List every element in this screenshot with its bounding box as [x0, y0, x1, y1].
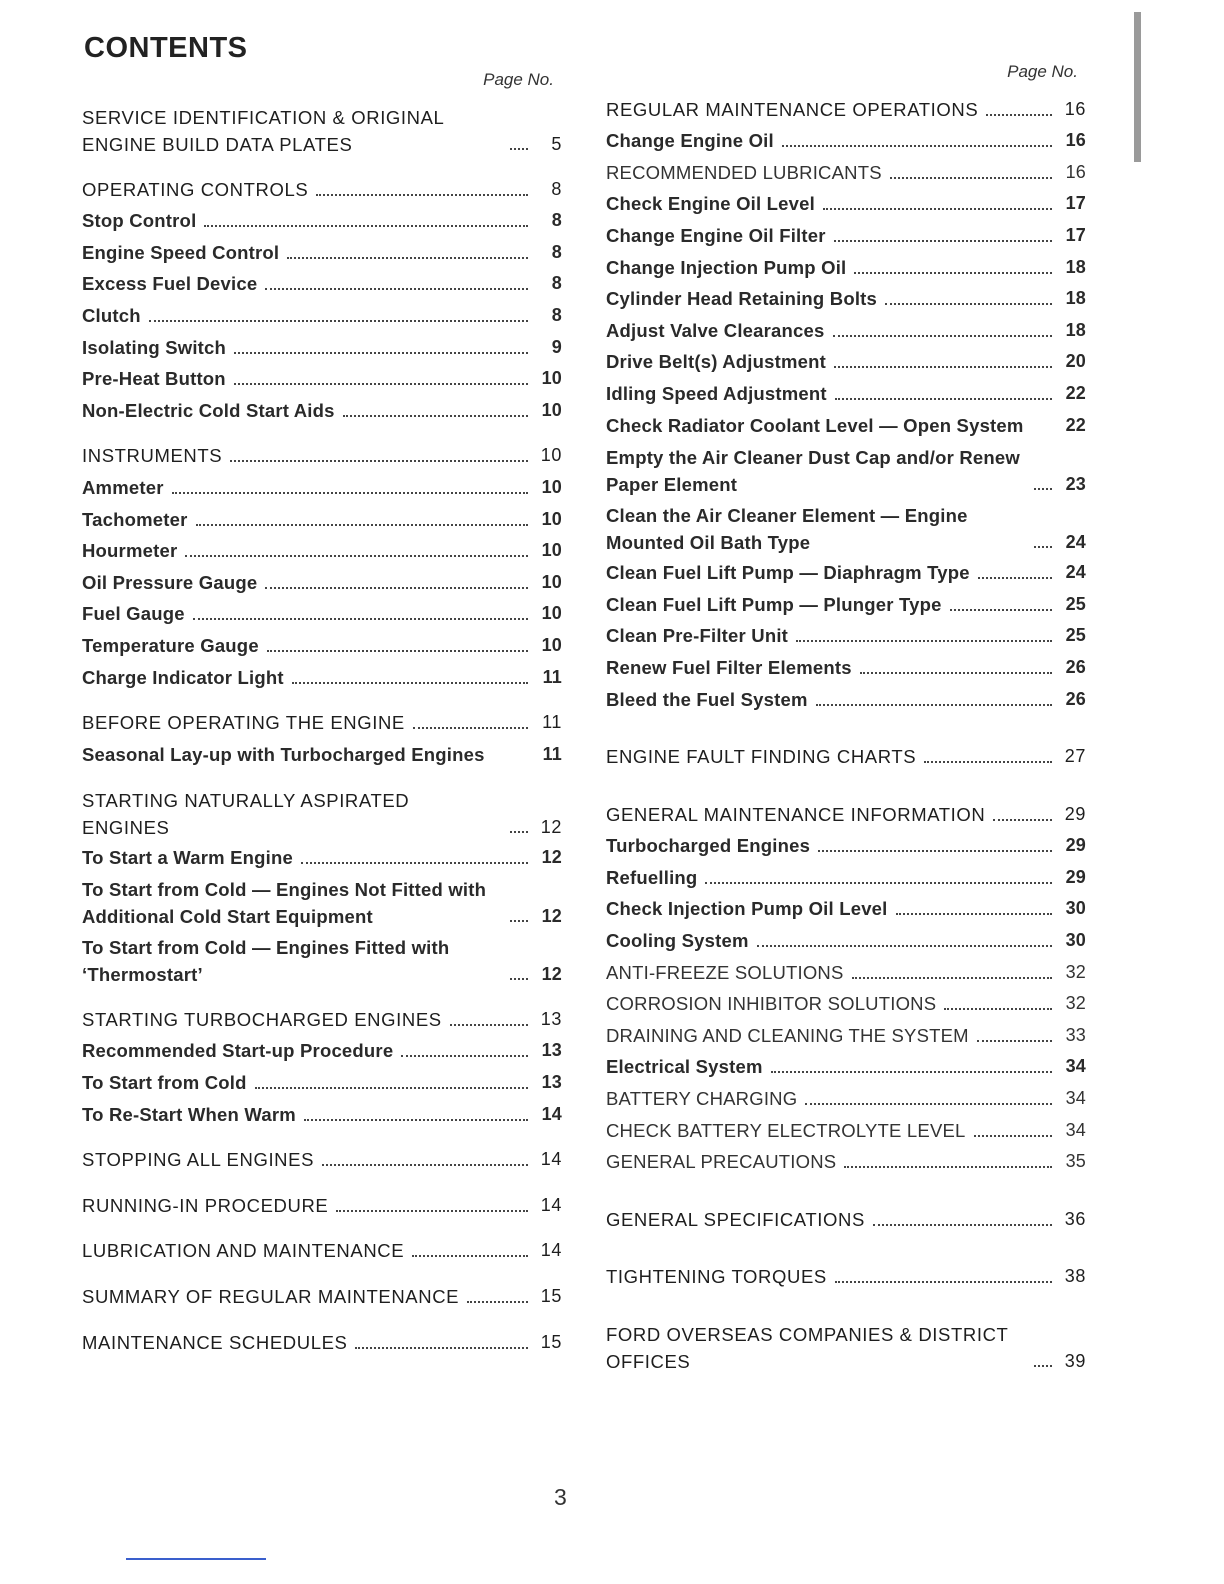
toc-entry-page: 15	[540, 1286, 562, 1307]
toc-dot-leader	[796, 640, 1052, 642]
toc-entry[interactable]	[606, 440, 1086, 498]
toc-entry[interactable]	[606, 955, 1086, 987]
toc-entry[interactable]	[606, 860, 1086, 892]
toc-entry-label: Recommended Start-up Procedure	[82, 1040, 394, 1062]
toc-entry-page: 8	[551, 210, 562, 231]
toc-entry-label: CORROSION INHIBITOR SOLUTIONS	[606, 993, 937, 1015]
toc-entry-page: 8	[551, 178, 562, 199]
toc-entry[interactable]	[606, 376, 1086, 408]
toc-dot-leader	[852, 977, 1052, 979]
toc-entry-page: 14	[540, 1149, 562, 1170]
toc-entry[interactable]	[606, 92, 1086, 124]
toc-entry-label: STARTING TURBOCHARGED ENGINES	[82, 1008, 442, 1030]
toc-gap	[82, 1129, 562, 1143]
toc-entry-label: SUMMARY OF REGULAR MAINTENANCE	[82, 1286, 460, 1308]
toc-entry-page: 17	[1065, 224, 1086, 245]
toc-entry-page: 10	[541, 508, 562, 529]
toc-entry[interactable]	[606, 797, 1086, 829]
toc-entry-label: Stop Control	[82, 210, 197, 232]
toc-gap	[82, 1311, 562, 1325]
toc-entry-page: 12	[540, 816, 562, 837]
toc-entry-label: Non-Electric Cold Start Aids	[82, 399, 335, 421]
toc-entry-page: 13	[541, 1072, 562, 1093]
toc-dot-leader	[230, 460, 528, 462]
toc-dot-leader	[844, 1166, 1052, 1168]
toc-entry-page: 35	[1065, 1151, 1086, 1172]
toc-entry-label: To Start a Warm Engine	[82, 847, 294, 869]
toc-entry-label: Check Injection Pump Oil Level	[606, 898, 888, 920]
toc-entry-label: STARTING NATURALLY ASPIRATED ENGINES	[82, 789, 410, 838]
toc-entry-page: 29	[1065, 835, 1086, 856]
toc-entry-page: 32	[1065, 993, 1086, 1014]
toc-entry-page: 18	[1065, 319, 1086, 340]
toc-entry-label: RECOMMENDED LUBRICANTS	[606, 161, 882, 183]
toc-entry[interactable]	[82, 1188, 562, 1220]
toc-entry[interactable]	[82, 1234, 562, 1266]
toc-entry-page: 10	[541, 540, 562, 561]
toc-left-column	[82, 70, 562, 1357]
toc-gap	[82, 158, 562, 172]
toc-entry-label: Fuel Gauge	[82, 603, 185, 625]
toc-entry[interactable]	[606, 1145, 1086, 1177]
toc-entry-page: 26	[1065, 656, 1086, 677]
toc-entry-page: 29	[1064, 803, 1086, 824]
toc-dot-leader	[834, 240, 1052, 242]
toc-entry[interactable]	[82, 1325, 562, 1357]
toc-dot-leader	[835, 398, 1052, 400]
toc-entry-label: Bleed the Fuel System	[606, 688, 808, 710]
toc-entry[interactable]	[82, 204, 562, 236]
toc-entry-label: Temperature Gauge	[82, 634, 259, 656]
toc-dot-leader	[835, 1281, 1052, 1283]
toc-entry[interactable]	[82, 330, 562, 362]
toc-dot-leader	[950, 609, 1052, 611]
toc-dot-leader	[265, 288, 528, 290]
toc-entry-label: Idling Speed Adjustment	[606, 382, 827, 404]
toc-entry-page: 10	[540, 445, 562, 466]
toc-entry-label: To Re-Start When Warm	[82, 1103, 296, 1125]
toc-entry-label: Empty the Air Cleaner Dust Cap and/or Renew Paper Element	[606, 446, 1020, 495]
toc-entry-page: 25	[1065, 593, 1086, 614]
footer-rule	[126, 1558, 266, 1560]
toc-dot-leader	[234, 352, 528, 354]
toc-dot-leader	[854, 272, 1052, 274]
toc-entry[interactable]	[82, 930, 562, 988]
toc-entry-page: 16	[1065, 130, 1086, 151]
toc-entry-page: 12	[541, 847, 562, 868]
toc-entry[interactable]	[82, 597, 562, 629]
toc-gap	[606, 714, 1086, 740]
toc-dot-leader	[977, 1040, 1052, 1042]
toc-dot-leader	[834, 366, 1052, 368]
toc-dot-leader	[149, 320, 528, 322]
toc-entry-page: 30	[1065, 898, 1086, 919]
toc-gap	[606, 1176, 1086, 1202]
toc-gap	[82, 425, 562, 439]
toc-entry-label: Ammeter	[82, 476, 164, 498]
toc-entry[interactable]	[606, 1317, 1086, 1375]
toc-dot-leader	[287, 257, 528, 259]
toc-entry-label: Refuelling	[606, 866, 698, 888]
toc-entry-page: 22	[1065, 382, 1086, 403]
toc-entry[interactable]	[606, 1018, 1086, 1050]
toc-gap	[606, 1234, 1086, 1260]
toc-entry-label: STOPPING ALL ENGINES	[82, 1149, 315, 1171]
toc-dot-leader	[705, 882, 1052, 884]
toc-entry-label: REGULAR MAINTENANCE OPERATIONS	[606, 98, 979, 120]
toc-dot-leader	[510, 978, 528, 980]
toc-entry-label: To Start from Cold	[82, 1072, 247, 1094]
toc-dot-leader	[267, 650, 528, 652]
toc-entry-label: LUBRICATION AND MAINTENANCE	[82, 1240, 405, 1262]
toc-dot-leader	[986, 114, 1052, 116]
toc-entry-page: 34	[1065, 1119, 1086, 1140]
toc-entry-label: BEFORE OPERATING THE ENGINE	[82, 712, 405, 734]
toc-dot-leader	[771, 1071, 1052, 1073]
toc-entry[interactable]	[606, 619, 1086, 651]
toc-dot-leader	[873, 1224, 1052, 1226]
toc-entry-label: BATTERY CHARGING	[606, 1088, 798, 1110]
toc-entry[interactable]	[606, 650, 1086, 682]
toc-entry-page: 11	[542, 712, 562, 733]
toc-entry-page: 18	[1065, 288, 1086, 309]
toc-dot-leader	[316, 194, 528, 196]
toc-entry-label: Isolating Switch	[82, 336, 227, 358]
toc-entry-page: 34	[1065, 1088, 1086, 1109]
toc-entry[interactable]	[606, 829, 1086, 861]
toc-dot-leader	[510, 148, 528, 150]
toc-entry-label: To Start from Cold — Engines Not Fitted with Additional Cold Start Equipment	[82, 879, 487, 928]
toc-dot-leader	[343, 415, 528, 417]
toc-entry-page: 22	[1065, 414, 1086, 435]
page-number: 3	[554, 1484, 567, 1510]
toc-dot-leader	[924, 761, 1052, 763]
toc-entry-label: INSTRUMENTS	[82, 445, 223, 467]
toc-entry-page: 13	[540, 1008, 562, 1029]
toc-entry-label: To Start from Cold — Engines Fitted with ‘Thermostart’	[82, 937, 450, 986]
toc-dot-leader	[301, 862, 528, 864]
toc-dot-leader	[974, 1135, 1052, 1137]
toc-entry-page: 33	[1065, 1024, 1086, 1045]
toc-dot-leader	[510, 831, 528, 833]
toc-dot-leader	[292, 682, 528, 684]
toc-entry-label: Turbocharged Engines	[606, 835, 811, 857]
toc-entry-page: 5	[551, 134, 562, 154]
toc-entry-label: SERVICE IDENTIFICATION & ORIGINAL ENGINE BUILD DATA PLATES	[82, 107, 444, 155]
toc-entry-label: MAINTENANCE SCHEDULES	[82, 1331, 348, 1353]
toc-entry[interactable]	[82, 1034, 562, 1066]
toc-entry-label: Tachometer	[82, 508, 188, 530]
toc-entry[interactable]	[606, 1050, 1086, 1082]
toc-entry[interactable]	[606, 1260, 1086, 1292]
toc-entry[interactable]	[82, 172, 562, 204]
toc-gap	[82, 769, 562, 783]
toc-entry-page: 12	[541, 964, 562, 985]
toc-dot-leader	[978, 577, 1052, 579]
toc-entry[interactable]	[606, 556, 1086, 588]
toc-right-column	[606, 62, 1086, 1375]
contents-title: CONTENTS	[84, 32, 248, 64]
toc-dot-leader	[885, 303, 1052, 305]
toc-entry-label: Clean Pre-Filter Unit	[606, 625, 789, 647]
toc-entry[interactable]	[82, 565, 562, 597]
toc-entry[interactable]	[82, 502, 562, 534]
toc-entry-page: 10	[541, 399, 562, 420]
toc-gap	[82, 1220, 562, 1234]
toc-entry-page: 27	[1064, 746, 1086, 767]
toc-entry-label: OPERATING CONTROLS	[82, 178, 309, 200]
toc-entry-label: Adjust Valve Clearances	[606, 319, 825, 341]
toc-entry[interactable]	[82, 362, 562, 394]
toc-dot-leader	[510, 920, 528, 922]
toc-dot-leader	[355, 1347, 528, 1349]
toc-entry-label: Engine Speed Control	[82, 241, 280, 263]
toc-entry[interactable]	[82, 1002, 562, 1034]
toc-entry[interactable]	[82, 470, 562, 502]
toc-entry-page: 10	[541, 368, 562, 389]
toc-entry[interactable]	[606, 682, 1086, 714]
toc-gap	[606, 771, 1086, 797]
toc-entry-page: 24	[1065, 531, 1086, 552]
toc-entry[interactable]	[82, 439, 562, 471]
toc-entry-page: 20	[1065, 351, 1086, 372]
toc-entry[interactable]	[606, 218, 1086, 250]
toc-entry-label: CHECK BATTERY ELECTROLYTE LEVEL	[606, 1119, 966, 1141]
toc-dot-leader	[322, 1164, 528, 1166]
toc-entry-page: 10	[541, 571, 562, 592]
toc-entry[interactable]	[82, 1097, 562, 1129]
toc-entry[interactable]	[606, 187, 1086, 219]
toc-dot-leader	[172, 492, 528, 494]
toc-entry-label: Clean Fuel Lift Pump — Plunger Type	[606, 593, 942, 615]
toc-dot-leader	[450, 1024, 528, 1026]
toc-entry-label: Pre-Heat Button	[82, 368, 226, 390]
toc-entry-page: 14	[540, 1194, 562, 1215]
toc-entry[interactable]	[82, 841, 562, 873]
toc-dot-leader	[193, 618, 528, 620]
toc-entry-label: Cylinder Head Retaining Bolts	[606, 288, 878, 310]
toc-gap	[82, 1174, 562, 1188]
toc-entry-page: 8	[551, 273, 562, 294]
toc-entry[interactable]	[82, 1065, 562, 1097]
toc-entry-page: 16	[1065, 161, 1086, 182]
toc-entry-page: 36	[1064, 1208, 1086, 1229]
toc-entry[interactable]	[606, 250, 1086, 282]
page-no-header-left: Page No.	[483, 70, 554, 89]
toc-entry-label: Electrical System	[606, 1056, 763, 1078]
toc-entry[interactable]	[82, 1143, 562, 1175]
toc-dot-leader	[823, 208, 1052, 210]
toc-entry-label: GENERAL SPECIFICATIONS	[606, 1208, 865, 1230]
toc-entry-label: DRAINING AND CLEANING THE SYSTEM	[606, 1024, 969, 1046]
toc-dot-leader	[185, 555, 528, 557]
toc-entry-label: Renew Fuel Filter Elements	[606, 656, 852, 678]
toc-dot-leader	[860, 672, 1052, 674]
toc-entry[interactable]	[82, 660, 562, 692]
toc-dot-leader	[1034, 1365, 1052, 1367]
toc-dot-leader	[467, 1301, 528, 1303]
toc-dot-leader	[833, 335, 1053, 337]
toc-entry-page: 30	[1065, 930, 1086, 951]
toc-entry[interactable]	[82, 298, 562, 330]
toc-entry-page: 29	[1065, 866, 1086, 887]
toc-entry-label: Clean the Air Cleaner Element — Engine Mounted Oil Bath Type	[606, 504, 968, 553]
toc-entry[interactable]	[606, 408, 1086, 440]
toc-entry-label: Clean Fuel Lift Pump — Diaphragm Type	[606, 562, 970, 584]
toc-entry-label: Drive Belt(s) Adjustment	[606, 351, 826, 373]
toc-entry-page: 10	[541, 634, 562, 655]
toc-dot-leader	[757, 945, 1052, 947]
toc-entry-label: Seasonal Lay-up with Turbocharged Engines	[82, 743, 485, 765]
toc-entry[interactable]	[606, 1202, 1086, 1234]
toc-entry-page: 18	[1065, 256, 1086, 277]
toc-entry-page: 24	[1065, 562, 1086, 583]
toc-entry-page: 13	[541, 1040, 562, 1061]
toc-dot-leader	[782, 145, 1052, 147]
toc-entry[interactable]	[606, 155, 1086, 187]
toc-entry[interactable]	[606, 282, 1086, 314]
toc-entry-page: 16	[1064, 98, 1086, 119]
toc-entry[interactable]	[82, 267, 562, 299]
toc-entry-label: Excess Fuel Device	[82, 273, 258, 295]
toc-entry[interactable]	[606, 587, 1086, 619]
toc-entry-page: 8	[551, 304, 562, 325]
toc-entry[interactable]	[606, 1081, 1086, 1113]
toc-left-list	[82, 100, 562, 1357]
toc-entry[interactable]	[82, 872, 562, 930]
toc-entry-label: Change Injection Pump Oil	[606, 256, 847, 278]
toc-entry-page: 34	[1065, 1056, 1086, 1077]
toc-entry-page: 11	[542, 666, 562, 687]
toc-gap	[82, 692, 562, 706]
toc-dot-leader	[304, 1119, 528, 1121]
toc-entry-label: GENERAL PRECAUTIONS	[606, 1151, 837, 1173]
toc-entry[interactable]	[606, 124, 1086, 156]
toc-entry[interactable]	[82, 393, 562, 425]
toc-entry-page: 23	[1065, 473, 1086, 494]
toc-dot-leader	[413, 727, 528, 729]
toc-entry-label: Clutch	[82, 304, 141, 326]
toc-dot-leader	[944, 1008, 1052, 1010]
toc-entry[interactable]	[606, 987, 1086, 1019]
toc-entry-label: Change Engine Oil Filter	[606, 224, 826, 246]
toc-entry-page: 11	[542, 743, 562, 764]
toc-entry[interactable]	[82, 737, 562, 769]
toc-entry-page: 32	[1065, 961, 1086, 982]
toc-entry-label: Hourmeter	[82, 540, 178, 562]
toc-entry-page: 39	[1064, 1351, 1086, 1372]
toc-dot-leader	[1034, 488, 1052, 490]
toc-entry[interactable]	[606, 498, 1086, 556]
toc-dot-leader	[255, 1087, 528, 1089]
toc-entry[interactable]	[82, 235, 562, 267]
scan-edge-bar	[1134, 12, 1141, 162]
toc-entry-page: 15	[540, 1331, 562, 1352]
toc-entry[interactable]	[606, 740, 1086, 772]
toc-entry-page: 8	[551, 241, 562, 262]
toc-entry-page: 17	[1065, 193, 1086, 214]
toc-dot-leader	[401, 1055, 528, 1057]
toc-entry-label: Oil Pressure Gauge	[82, 571, 258, 593]
toc-entry-page: 14	[541, 1103, 562, 1124]
toc-dot-leader	[234, 383, 528, 385]
toc-dot-leader	[818, 850, 1052, 852]
toc-dot-leader	[204, 225, 528, 227]
toc-entry-label: Cooling System	[606, 930, 749, 952]
toc-entry[interactable]	[82, 628, 562, 660]
toc-entry[interactable]	[82, 1279, 562, 1311]
toc-dot-leader	[896, 913, 1052, 915]
toc-entry[interactable]	[82, 783, 562, 841]
toc-dot-leader	[1034, 546, 1052, 548]
page-no-header-right: Page No.	[1007, 62, 1078, 81]
toc-dot-leader	[336, 1210, 528, 1212]
toc-entry[interactable]	[606, 892, 1086, 924]
toc-entry-page: 14	[540, 1240, 562, 1261]
toc-entry-page: 10	[541, 603, 562, 624]
toc-entry-page: 25	[1065, 625, 1086, 646]
toc-entry-label: TIGHTENING TORQUES	[606, 1266, 827, 1288]
toc-entry[interactable]	[82, 534, 562, 566]
toc-entry[interactable]	[606, 313, 1086, 345]
toc-entry-label: Check Engine Oil Level	[606, 193, 815, 215]
toc-dot-leader	[816, 704, 1052, 706]
toc-dot-leader	[265, 587, 528, 589]
toc-entry-page: 26	[1065, 688, 1086, 709]
toc-entry-page: 10	[541, 476, 562, 497]
toc-dot-leader	[412, 1255, 528, 1257]
toc-entry[interactable]	[82, 706, 562, 738]
toc-entry[interactable]	[606, 923, 1086, 955]
toc-entry-label: FORD OVERSEAS COMPANIES & DISTRICT OFFICES	[606, 1324, 1009, 1373]
toc-entry-page: 9	[551, 336, 562, 357]
toc-gap	[82, 1265, 562, 1279]
toc-gap	[82, 988, 562, 1002]
toc-entry-label: ENGINE FAULT FINDING CHARTS	[606, 746, 917, 768]
toc-entry-label: ANTI-FREEZE SOLUTIONS	[606, 961, 844, 983]
toc-dot-leader	[805, 1103, 1052, 1105]
toc-right-list	[606, 92, 1086, 1375]
toc-dot-leader	[993, 819, 1052, 821]
toc-entry[interactable]	[606, 345, 1086, 377]
toc-dot-leader	[890, 177, 1052, 179]
toc-entry-label: Change Engine Oil	[606, 130, 774, 152]
toc-gap	[606, 1291, 1086, 1317]
toc-entry-label: Check Radiator Coolant Level — Open System	[606, 414, 1024, 436]
toc-entry-page: 38	[1064, 1266, 1086, 1287]
toc-entry-page: 12	[541, 906, 562, 927]
toc-entry-label: Charge Indicator Light	[82, 666, 284, 688]
toc-entry[interactable]	[606, 1113, 1086, 1145]
toc-entry-label: GENERAL MAINTENANCE INFORMATION	[606, 803, 986, 825]
toc-dot-leader	[196, 524, 529, 526]
toc-entry-label: RUNNING-IN PROCEDURE	[82, 1194, 329, 1216]
toc-entry[interactable]	[82, 100, 562, 158]
